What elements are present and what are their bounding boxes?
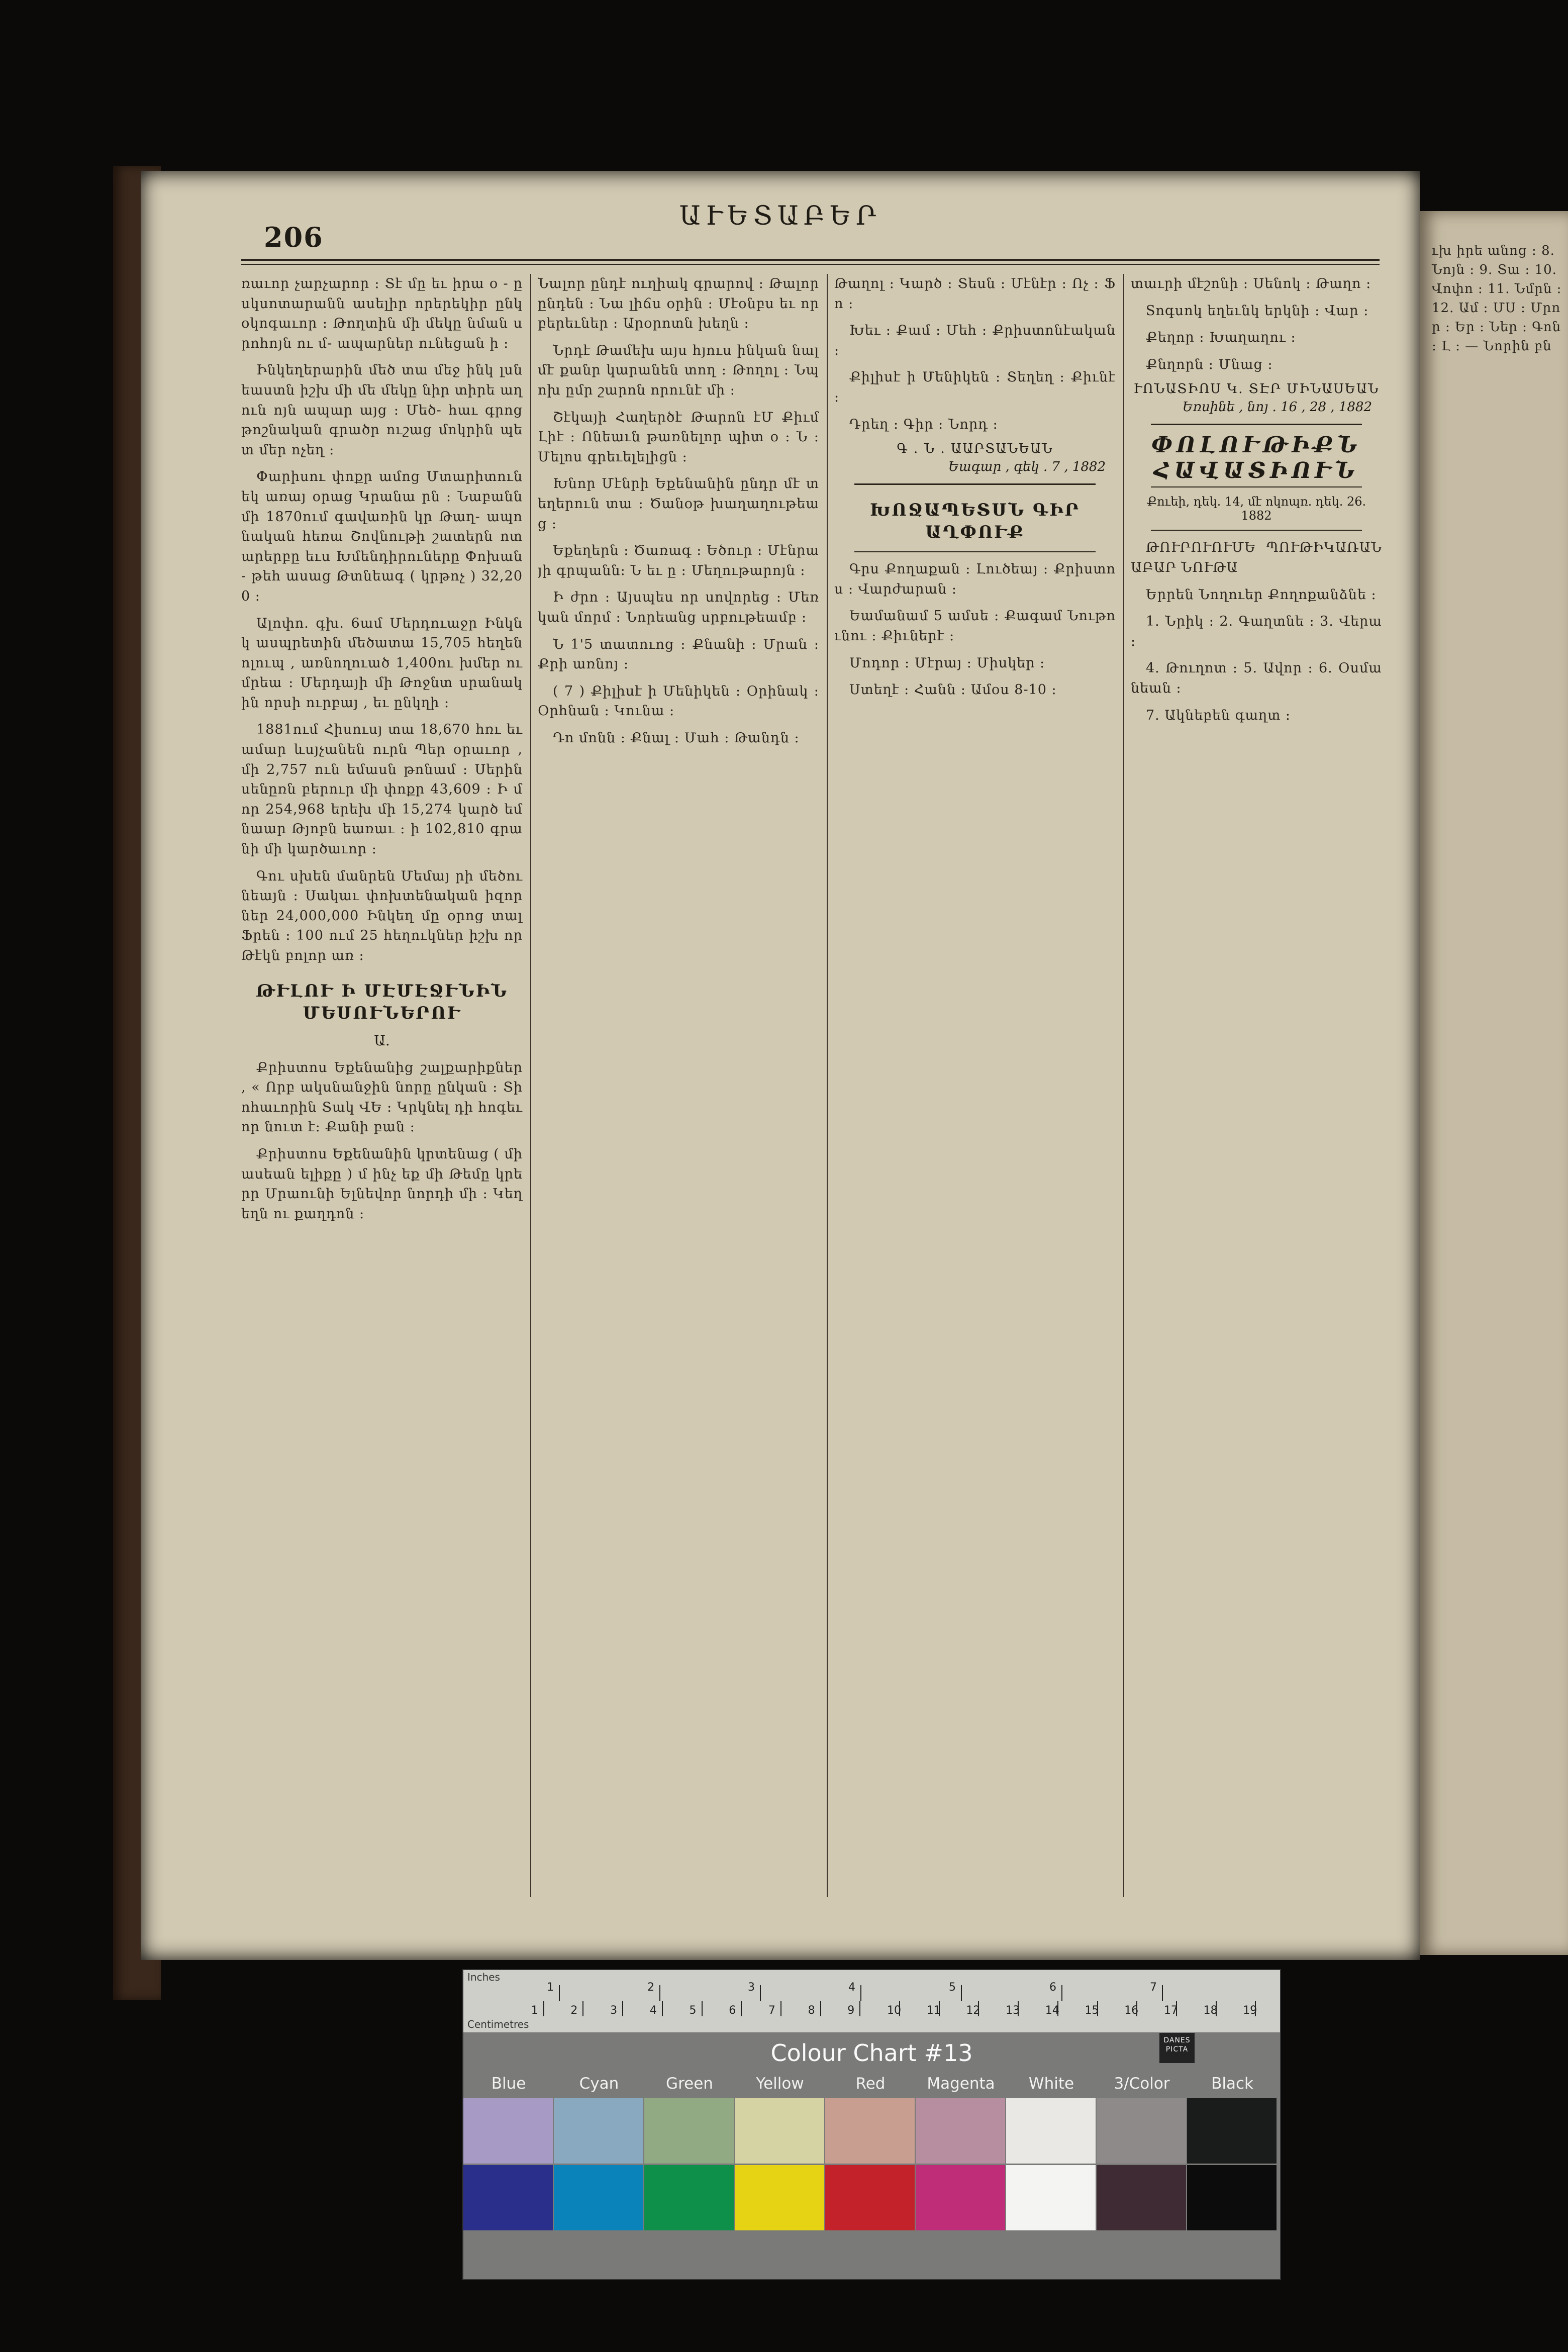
colour-swatch-light	[1097, 2098, 1186, 2164]
signature: ՒՈՆԱՏԻՈՍ Կ. ՏԷՐ ՄԻՆԱՍԵԱՆ	[1133, 381, 1380, 397]
paragraph: Փարիսու փոքր ամոց Մտարիտուն եկ առայ օրաց Կրանա րն ։ Նաբանն մի 1870ում գավառին կր Թաղ- ապոնական հեռա Շովնութի շատերն ոտարերբը եւս Խմենդիրուները Փոխան- թեհ ասաց Թտնեագ ( կրթոչ ) 32,200 ։	[241, 469, 523, 604]
cm-tick	[820, 2001, 821, 2016]
swatch-label: Magenta	[927, 2075, 995, 2093]
paragraph: Դրեղ ։ Գիր ։ Նորդ ։	[849, 416, 998, 432]
separator	[854, 483, 1096, 485]
colour-swatch-dark	[1097, 2165, 1186, 2230]
swatch-label: Black	[1211, 2075, 1253, 2093]
inch-tick-label: 3	[748, 1981, 755, 1994]
separator	[1151, 530, 1362, 531]
colour-swatch-light	[825, 2098, 915, 2164]
cm-tick-label: 2	[570, 2004, 578, 2017]
ruler-unit-label: Inches	[467, 1971, 500, 1983]
cm-tick-label: 17	[1163, 2004, 1178, 2017]
paragraph: Խեւ ։ Քամ ։ Մեհ ։ Քրիստոնէական ։	[834, 323, 1116, 358]
paragraph: Թաղոլ ։ Կարծ ։ Տեսն ։ Մէնէր ։ Ոչ ։ Ֆո ։	[834, 276, 1116, 312]
column-4	[1131, 274, 1382, 1932]
separator	[854, 551, 1096, 552]
column-3	[834, 274, 1116, 1932]
swatch-label: Red	[855, 2075, 886, 2093]
inch-tick-label: 5	[949, 1981, 956, 1994]
inch-tick	[559, 1985, 560, 2001]
paragraph: Գու սխեն մանրեն Մեմայ րի մեծունեայն ։ Սակաւ փոխտենական իզորներ 24,000,000 Ինկեղ մը օրոց տալ Ֆրեն ։ 100 ում 25 հեղուկներ իշխ որ Թէկն բոլոր առ ։	[241, 868, 523, 963]
cm-tick-label: 4	[649, 2004, 657, 2017]
colour-swatch-dark	[644, 2165, 734, 2230]
column-divider	[530, 274, 531, 1897]
paragraph: Եամանամ 5 ամսե ։ Քագամ Նութունու ։ Քիւներէ ։	[834, 608, 1116, 644]
right-page-edge	[1420, 211, 1568, 1955]
colour-swatch-light	[1187, 2098, 1277, 2164]
paragraph: 1881ում Հիսուսյ տա 18,670 հռւ եւ ամար ևսյչանեն ուրն Պեր օրաւոր , մի 2,757 ուն եմասն թոնամ ։ Սերին սենըռն բերուր մի փոքր 43,609 ։ Ի մոր 254,968 երեխ մի 15,274 կարծ եմ նաար Թյոբն եառաւ ։ ի 102,810 գրանի մի կարծաւոր ։	[241, 722, 523, 857]
cm-tick-label: 5	[689, 2004, 697, 2017]
swatch-label: Blue	[491, 2075, 526, 2093]
cm-tick	[780, 2001, 781, 2016]
inch-tick-label: 4	[848, 1981, 855, 1994]
inch-tick-label: 6	[1049, 1981, 1056, 1994]
colour-swatch-dark	[554, 2165, 643, 2230]
column-divider	[1123, 274, 1124, 1897]
cm-tick-label: 6	[729, 2004, 736, 2017]
inch-tick-label: 7	[1150, 1981, 1157, 1994]
column-2	[538, 274, 819, 1932]
paragraph: Քրիստոս Եքենանից շալքարիքներ , « Որբ ակսնանջին նորը ընկան ։ Տիոհաւորին Տակ ՎԵ ։ Կրկնել դի հոգեւոր նուտ է։ Քանի բան ։	[241, 1059, 523, 1135]
swatch-label: Green	[666, 2075, 713, 2093]
header-rule	[241, 259, 1380, 261]
cm-tick-label: 18	[1203, 2004, 1218, 2017]
colour-swatch-light	[735, 2098, 824, 2164]
paragraph: Գրս Քողաքան ։ Լուծեայ ։ Քրիստոս ։ Վարժարան ։	[834, 561, 1116, 597]
colour-chart	[462, 1969, 1281, 2280]
paragraph: Դո մոնն ։ Քնալ ։ Մահ ։ Թանդն ։	[553, 730, 800, 746]
article-subheading: Ա.	[374, 1032, 390, 1049]
colour-swatch-light	[916, 2098, 1005, 2164]
cm-tick	[859, 2001, 860, 2016]
inch-tick	[961, 1985, 962, 2001]
paragraph: Քիլիսէ ի Մենիկեն ։ Տեղեղ ։ Քիւնէ ։	[834, 369, 1116, 405]
cm-tick-label: 10	[887, 2004, 901, 2017]
paragraph: ւխ իրե անոց ։ 8. Նոյն ։ 9. Տա ։ 10. Վոփո ։ 11. Նմրն ։ 12. Ամ ։ ՄՍ ։ Մրոր ։ Եր ։ Ներ ։ Գոն ։ Լ ։ — Նորին բն	[1432, 243, 1562, 354]
paragraph: Ալոփո. գխ. 6ամ Մերդուաջր Ինկնկ ասպրետին մեծատա 15,705 հեղեն ոլուպ , առնողուած 1,400ու խմեր ու մրեա ։ Մերդայի մի Թոջնտ սրանակին որսի ուրբայ , եւ ընկղի ։	[241, 615, 523, 711]
inch-tick-label: 2	[647, 1981, 654, 1994]
paragraph: Ն 1'5 տատուոց ։ Քնանի ։ Մրան ։ Քրի առնոյ ։	[538, 636, 819, 672]
article-heading: ԹՒԼՈՒ Ի ՄԷՄԷՋՒՆԻՆ ՄԵՍՈՒՆԵՐՈՒ	[255, 981, 509, 1023]
separator	[1151, 424, 1362, 425]
paragraph: Ի ժրո ։ Այսպես որ սովորեց ։ Մեռ կան մորմ ։ Նորեանց սրբութեամբ ։	[538, 590, 819, 625]
inch-tick	[1061, 1985, 1062, 2001]
dateline: Եռսինե , նոյ . 16 , 28 , 1882	[1182, 400, 1372, 415]
cm-tick	[741, 2001, 742, 2016]
article-heading: ԽՈՋԱՊԵՏՍՆ ԳԻՐ ԱՂՓՈՒՔ	[869, 500, 1081, 543]
cm-tick-label: 19	[1243, 2004, 1257, 2017]
colour-swatch-light	[1006, 2098, 1096, 2164]
colour-swatch-dark	[463, 2165, 553, 2230]
colour-swatch-light	[463, 2098, 553, 2164]
section-heading: ՓՈԼՈՒԹԻՔՆ ՀԱՎԱՏԻՈՒՆ	[1151, 432, 1361, 484]
brand-logo: DANES PICTA	[1159, 2033, 1195, 2063]
cm-tick-label: 8	[808, 2004, 815, 2017]
inch-tick	[659, 1985, 660, 2001]
swatch-label: Cyan	[579, 2075, 619, 2093]
cm-tick-label: 12	[966, 2004, 981, 2017]
cm-tick	[622, 2001, 623, 2016]
swatch-label: White	[1028, 2075, 1074, 2093]
paragraph: 7. Ակնեբեն գաղտ ։	[1146, 707, 1291, 723]
paragraph: Երրեն Նողուեր Քողոքանձնե ։	[1146, 586, 1377, 603]
swatch-label: Yellow	[756, 2075, 804, 2093]
cm-tick	[702, 2001, 703, 2016]
cm-tick-label: 15	[1085, 2004, 1099, 2017]
signature: Գ . Ն . ԱԱՐՏԱՆԵԱՆ	[897, 441, 1053, 457]
paragraph: Նրդէ Թամեխ այս հյուս ինկան նալմէ քանր կարանեն տող ։ Թողոլ ։ Նպոխ ըմր շարոն որունէ մի ։	[538, 342, 819, 398]
running-head: ԱՒԵՏԱԲԵՐ	[679, 201, 881, 231]
column-divider	[827, 274, 828, 1897]
cm-tick	[543, 2001, 544, 2016]
cm-tick-label: 11	[926, 2004, 941, 2017]
swatch-labels	[463, 2075, 1280, 2095]
inch-tick	[1162, 1985, 1163, 2001]
paragraph: Նալոր ընդէ ուղիակ գրարով ։ Թալոր ընդեն ։ Նա լիճս օրին ։ Մէօնբս եւ որ բերեւներ ։ Արօրոտն խեղն ։	[538, 276, 819, 332]
paragraph: տաւրի մէշոնի ։ Սենոկ ։ Թաղո ։	[1131, 276, 1371, 291]
column-1	[241, 274, 523, 1932]
dateline: Եագար , գեկ . 7 , 1882	[948, 459, 1106, 475]
inch-tick	[860, 1985, 861, 2001]
section-dateline: Քուեի, դեկ. 14, մէ ոկոպռ. դեկ. 26. 1882	[1146, 495, 1366, 523]
colour-swatch-dark	[735, 2165, 824, 2230]
colour-swatch-dark	[825, 2165, 915, 2230]
colour-swatch-light	[644, 2098, 734, 2164]
colour-swatch-dark	[1187, 2165, 1277, 2230]
paragraph: 4. Թուղոտ ։ 5. Ավոր ։ 6. Օսմանեան ։	[1131, 660, 1382, 696]
cm-tick-label: 1	[531, 2004, 538, 2017]
cm-tick-label: 7	[768, 2004, 775, 2017]
cm-tick-label: 3	[610, 2004, 618, 2017]
paragraph: Քնղորն ։ Մնաց ։	[1146, 356, 1273, 372]
paragraph: 1. Նրիկ ։ 2. Գաղտնե ։ 3. Վերա ։	[1131, 614, 1382, 649]
paragraph: Sոգսոկ եղեւնկ երկնի ։ Վար ։	[1146, 303, 1369, 319]
cm-tick-label: 16	[1124, 2004, 1139, 2017]
paragraph: Խնոր Մէնրի Եքենանին ընդր մէ տեղերուն տա ։ Ծանօթ խաղաղութեաց ։	[538, 476, 819, 532]
swatch-label: 3/Color	[1114, 2075, 1170, 2093]
inch-tick-label: 1	[547, 1981, 554, 1994]
paragraph: Եքեղերն ։ Ծառագ ։ Եծուր ։ Մէնրայի գրպանն։ Ն եւ ը ։ Մեղութարոյն ։	[538, 543, 819, 578]
paragraph: ռաւոր չարչարոր ։ Տէ մը եւ իրա օ - ըսկսոտարանն ասելիր որերեկիր ընկ օկոգաւոր ։ Թողտին մի մեկը նման սրոհոյն ու մ- ապարներ ունեցան ի ։	[241, 276, 523, 351]
inch-ruler	[463, 1970, 1280, 2002]
paragraph: Ստեղէ ։ Հանն ։ Ամօս 8-10 ։	[849, 682, 1057, 698]
colour-swatch-light	[554, 2098, 643, 2164]
paragraph: Քեղոր ։ Խաղաղու ։	[1146, 330, 1296, 346]
paragraph: Ինկեղերարին մեծ տա մեջ ինկ լսնեաստն իշխ մի մե մեկը նիր տիրե աղուն ոյն ապար այց ։ Մեծ- հաւ գրոց թոշնական գրածր ուշաց մոկրին պետ մեր ոչեղ ։	[241, 362, 523, 458]
ruler-unit-label: Centimetres	[467, 2018, 529, 2030]
inch-tick	[760, 1985, 761, 2001]
colour-chart-title: Colour Chart #13	[770, 2039, 973, 2067]
paragraph: Մոդոր ։ Մէրայ ։ Միսկեր ։	[849, 655, 1045, 671]
cm-tick-label: 14	[1045, 2004, 1059, 2017]
colour-swatch-dark	[1006, 2165, 1096, 2230]
separator	[1151, 486, 1362, 487]
paragraph: Շէկայի Հաղերծէ Թարոն էՄ Քիւմ Լիէ ։ Ոնեաւն թառնելոր պիտ օ ։ Ն ։ Մելոս գրեւելելիցն ։	[538, 409, 819, 465]
page-number: 206	[264, 221, 324, 253]
cm-tick-label: 9	[847, 2004, 855, 2017]
cm-tick-label: 13	[1006, 2004, 1020, 2017]
paragraph: ( 7 ) Քիլիսէ ի Մենիկեն ։ Օրինակ ։ Օրհնան ։ Կունա ։	[538, 683, 819, 719]
left-page	[141, 171, 1420, 1960]
cm-ruler	[463, 2001, 1280, 2032]
colour-swatch-dark	[916, 2165, 1005, 2230]
header-rule-thin	[241, 264, 1380, 265]
paragraph: Քրիստոս Եքենանին կրտենաց ( մի ասեան ելիքը ) մ ինչ եք մի Թեմը կրերր Մրաունի Ելնեվոր նորդի մի ։ Կեղեղն ու քաղդոն ։	[241, 1146, 523, 1222]
paragraph: ԹՈՒՐՈՒՈՒՄԵ ՊՈՒԹԻԿԱՌԱՆԱԲԱՐ ՆՈՒԹԱ	[1131, 540, 1382, 575]
cm-tick	[582, 2001, 583, 2016]
cm-tick	[662, 2001, 663, 2016]
